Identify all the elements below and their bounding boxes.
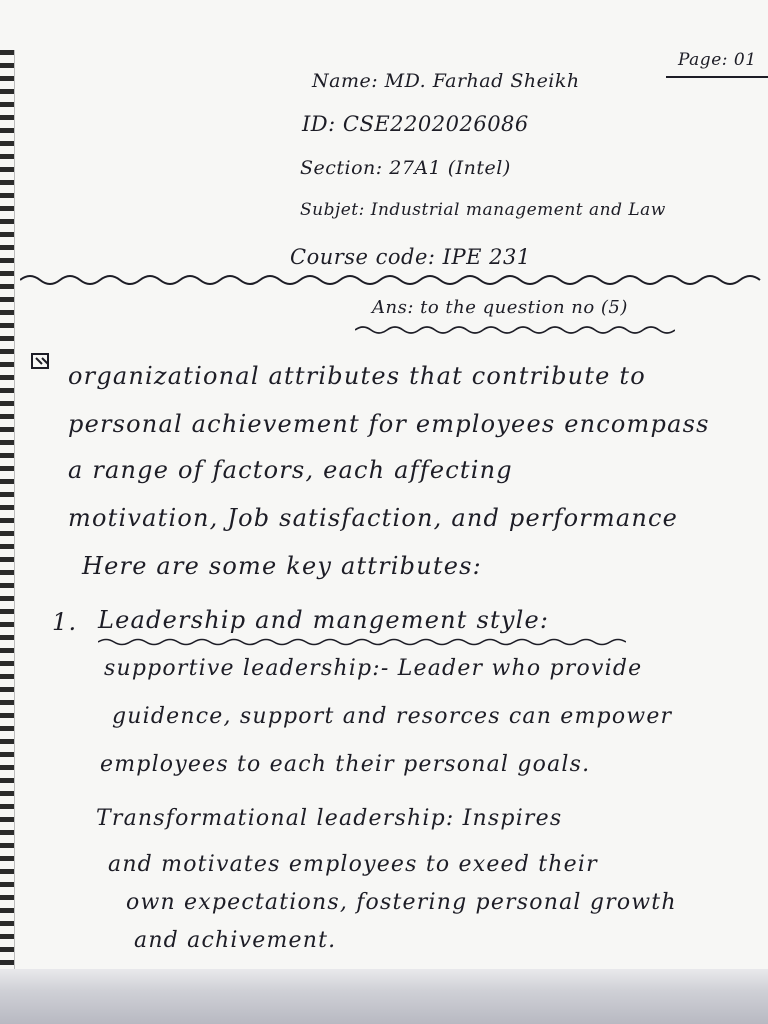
page-bottom-shadow	[0, 969, 768, 1024]
point-number: 1.	[52, 608, 78, 636]
point-line: own expectations, fostering personal growth	[126, 890, 677, 915]
header-section: Section: 27A1 (Intel)	[300, 157, 511, 179]
point-line: supportive leadership:- Leader who provide	[104, 656, 643, 681]
intro-line: Here are some key attributes:	[82, 552, 482, 580]
point-line: guidence, support and resorces can empower	[112, 704, 673, 729]
answer-heading-underline	[355, 322, 675, 336]
point-line: employees to each their personal goals.	[100, 752, 591, 777]
point-line: and achivement.	[134, 928, 337, 953]
answer-heading: Ans: to the question no (5)	[372, 297, 628, 318]
page-number-underline	[666, 76, 768, 78]
intro-line: organizational attributes that contribute to	[68, 362, 646, 390]
header-subject: Subjet: Industrial management and Law	[300, 200, 666, 220]
point-line: and motivates employees to exeed their	[108, 852, 598, 877]
point-title: Leadership and mangement style:	[98, 606, 550, 634]
intro-line: a range of factors, each affecting	[68, 456, 513, 484]
boxed-bullet-icon	[30, 350, 56, 372]
point-title-underline	[98, 636, 626, 648]
wavy-divider	[20, 268, 768, 288]
intro-line: personal achievement for employees encompass	[68, 410, 710, 438]
header-course-code: Course code: IPE 231	[290, 245, 531, 269]
header-id: ID: CSE2202026086	[302, 112, 529, 136]
point-line: Transformational leadership: Inspires	[96, 806, 563, 831]
page-number: Page: 01	[678, 50, 757, 70]
spiral-binding-icon	[0, 50, 15, 980]
header-name: Name: MD. Farhad Sheikh	[312, 70, 580, 92]
intro-line: motivation, Job satisfaction, and performance	[68, 504, 679, 532]
